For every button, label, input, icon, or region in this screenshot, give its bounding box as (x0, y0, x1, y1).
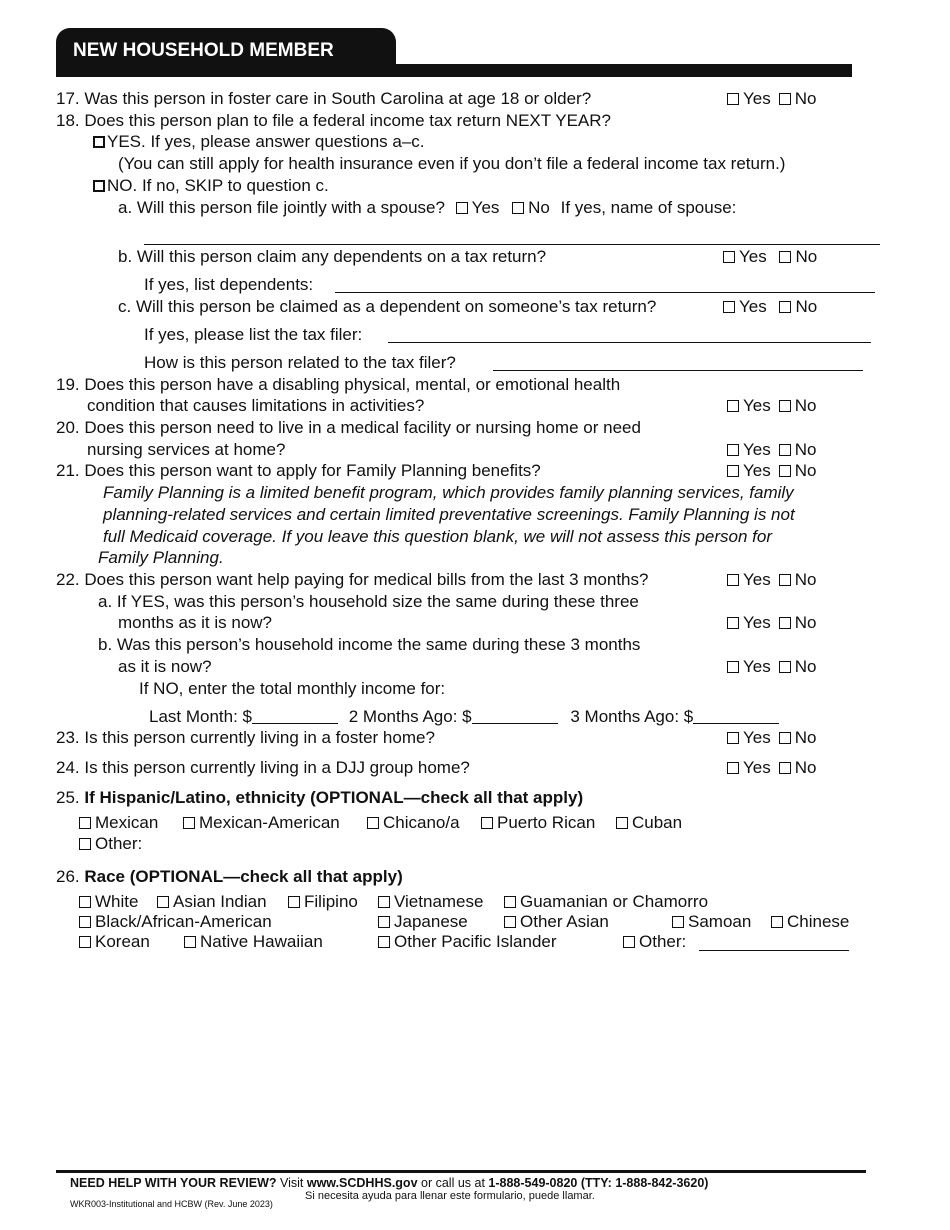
q26-option-asian-indian[interactable] (157, 892, 267, 912)
header-rule (56, 64, 852, 77)
q25-option-puerto-rican[interactable] (481, 813, 595, 833)
no-label: No (794, 89, 817, 108)
checkbox[interactable] (367, 817, 379, 829)
q22-options (727, 570, 816, 590)
option-label: Cuban (632, 813, 683, 832)
q18c-yes-checkbox[interactable] (723, 301, 735, 313)
two-months-field[interactable] (472, 709, 558, 724)
yes-label: Yes (743, 728, 771, 747)
q25-heading (56, 788, 583, 808)
yes-label: Yes (743, 396, 771, 415)
q18a-text: a. Will this person file jointly with a spouse? (118, 198, 445, 217)
q22b-options (727, 657, 816, 677)
q21-note-line2: planning-related services and certain limited preventative screenings. Family Planning is not (103, 505, 795, 524)
dependents-field[interactable] (335, 292, 875, 293)
checkbox[interactable] (623, 936, 635, 948)
q22-no-checkbox[interactable] (779, 574, 791, 586)
q25-option-other[interactable] (79, 834, 142, 854)
q22a-line2: months as it is now? (118, 613, 273, 632)
q20-yes-checkbox[interactable] (727, 444, 739, 456)
q18-yes-label: YES. If yes, please answer questions a–c. (107, 132, 425, 151)
option-label: Filipino (304, 892, 358, 911)
q19-yes-checkbox[interactable] (727, 400, 739, 412)
option-label: Puerto Rican (497, 813, 596, 832)
checkbox[interactable] (79, 838, 91, 850)
q18b-options (723, 247, 817, 267)
checkbox[interactable] (79, 916, 91, 928)
q18a-yes-checkbox[interactable] (456, 202, 468, 214)
q26-option-other-pacific[interactable] (378, 932, 557, 952)
spanish-help-line: Si necesita ayuda para llenar este formulario, puede llamar. (305, 1190, 595, 1202)
spouse-name-field[interactable] (144, 244, 880, 245)
yes-label: Yes (471, 198, 500, 217)
yes-label: Yes (743, 461, 771, 480)
q25-title: If Hispanic/Latino, ethnicity (OPTIONAL—check all that apply) (84, 788, 584, 807)
q18c-options (723, 297, 817, 317)
q26-option-white[interactable] (79, 892, 138, 912)
q18-yes-checkbox[interactable] (93, 136, 105, 148)
checkbox[interactable] (288, 896, 300, 908)
section-title: NEW HOUSEHOLD MEMBER (56, 28, 396, 68)
q20-line2: nursing services at home? (87, 440, 286, 459)
q18-yes-note: (You can still apply for health insurance even if you don’t file a federal income tax return.) (118, 154, 786, 173)
race-other-field[interactable] (699, 950, 849, 951)
q18-no-row (93, 176, 329, 196)
q18-no-checkbox[interactable] (93, 180, 105, 192)
q24-no-checkbox[interactable] (779, 762, 791, 774)
phone-number: 1-888-549-0820 (TTY: 1-888-842-3620) (488, 1176, 709, 1190)
q21-note-line1: Family Planning is a limited benefit program, which provides family planning services, family (103, 483, 794, 502)
q18b-list-label: If yes, list dependents: (144, 275, 314, 294)
q17-no-checkbox[interactable] (779, 93, 791, 105)
checkbox[interactable] (157, 896, 169, 908)
no-label: No (794, 613, 817, 632)
q18c-no-checkbox[interactable] (779, 301, 791, 313)
q20-no-checkbox[interactable] (779, 444, 791, 456)
q21-no-checkbox[interactable] (779, 465, 791, 477)
checkbox[interactable] (378, 916, 390, 928)
q26-number: 26. (56, 867, 80, 886)
q18c-related-label: How is this person related to the tax filer? (144, 353, 456, 372)
q22-text: 22. Does this person want help paying for medical bills from the last 3 months? (56, 570, 649, 589)
checkbox[interactable] (184, 936, 196, 948)
q23-options (727, 728, 816, 748)
q22a-options (727, 613, 816, 633)
no-label: No (794, 440, 817, 459)
option-label: Black/African-American (95, 912, 272, 931)
q22-if-no: If NO, enter the total monthly income for: (139, 679, 446, 698)
no-label: No (794, 657, 817, 676)
q18b-no-checkbox[interactable] (779, 251, 791, 263)
no-label: No (528, 198, 550, 217)
no-label: No (795, 297, 818, 316)
yes-label: Yes (743, 570, 771, 589)
q22b-yes-checkbox[interactable] (727, 661, 739, 673)
q19-options (727, 396, 816, 416)
tax-filer-field[interactable] (388, 342, 871, 343)
option-label: Other: (95, 834, 143, 853)
q26-option-other[interactable] (623, 932, 686, 952)
q26-option-filipino[interactable] (288, 892, 358, 912)
q17-text: 17. Was this person in foster care in South Carolina at age 18 or older? (56, 89, 592, 108)
checkbox[interactable] (79, 936, 91, 948)
no-label: No (794, 461, 817, 480)
q26-option-samoan[interactable] (672, 912, 751, 932)
q22-yes-checkbox[interactable] (727, 574, 739, 586)
q18a-spouse-label: If yes, name of spouse: (560, 198, 737, 217)
q18a-row (118, 198, 736, 218)
q18-yes-row (93, 132, 425, 152)
q26-heading (56, 867, 403, 887)
help-visit-text: Visit (276, 1176, 307, 1190)
q24-yes-checkbox[interactable] (727, 762, 739, 774)
checkbox[interactable] (481, 817, 493, 829)
q18c-filer-label: If yes, please list the tax filer: (144, 325, 363, 344)
yes-label: Yes (743, 613, 771, 632)
checkbox[interactable] (79, 817, 91, 829)
option-label: Samoan (688, 912, 752, 931)
q23-no-checkbox[interactable] (779, 732, 791, 744)
yes-label: Yes (739, 297, 767, 316)
q18a-no-checkbox[interactable] (512, 202, 524, 214)
checkbox[interactable] (504, 896, 516, 908)
no-label: No (795, 247, 818, 266)
help-line (70, 1176, 708, 1190)
form-number: WKR003-Institutional and HCBW (Rev. June 2023) (70, 1199, 273, 1209)
help-heading: NEED HELP WITH YOUR REVIEW? (70, 1176, 277, 1190)
option-label: Other: (639, 932, 687, 951)
q26-option-vietnamese[interactable] (378, 892, 483, 912)
no-label: No (794, 396, 817, 415)
website-link[interactable]: www.SCDHHS.gov (306, 1176, 418, 1190)
option-label: Guamanian or Chamorro (520, 892, 709, 911)
checkbox[interactable] (616, 817, 628, 829)
option-label: Japanese (394, 912, 468, 931)
q17-options (727, 89, 816, 109)
last-month-field[interactable] (252, 709, 338, 724)
no-label: No (794, 728, 817, 747)
q19-no-checkbox[interactable] (779, 400, 791, 412)
three-months-field[interactable] (693, 709, 779, 724)
two-months-label: 2 Months Ago: $ (348, 707, 472, 726)
q21-options (727, 461, 816, 481)
q22a-no-checkbox[interactable] (779, 617, 791, 629)
q25-option-cuban[interactable] (616, 813, 682, 833)
q23-yes-checkbox[interactable] (727, 732, 739, 744)
checkbox[interactable] (504, 916, 516, 928)
q18b-text: b. Will this person claim any dependents on a tax return? (118, 247, 547, 266)
checkbox[interactable] (771, 916, 783, 928)
q22b-line1: b. Was this person’s household income the same during these 3 months (98, 635, 641, 654)
checkbox[interactable] (378, 936, 390, 948)
q26-option-guamanian[interactable] (504, 892, 708, 912)
option-label: Vietnamese (394, 892, 484, 911)
q19-line1: 19. Does this person have a disabling physical, mental, or emotional health (56, 375, 621, 394)
q18c-text: c. Will this person be claimed as a dependent on someone’s tax return? (118, 297, 657, 316)
q26-option-japanese[interactable] (378, 912, 468, 932)
option-label: Other Asian (520, 912, 609, 931)
yes-label: Yes (743, 758, 771, 777)
q24-options (727, 758, 816, 778)
q22b-line2: as it is now? (118, 657, 212, 676)
q25-option-mexican[interactable] (79, 813, 158, 833)
option-label: Other Pacific Islander (394, 932, 557, 951)
q17-yes-checkbox[interactable] (727, 93, 739, 105)
last-month-label: Last Month: $ (149, 707, 253, 726)
relation-field[interactable] (493, 370, 863, 371)
q22a-line1: a. If YES, was this person’s household size the same during these three (98, 592, 639, 611)
q24-text: 24. Is this person currently living in a DJJ group home? (56, 758, 470, 777)
no-label: No (794, 570, 817, 589)
q22a-yes-checkbox[interactable] (727, 617, 739, 629)
option-label: Mexican (95, 813, 159, 832)
q25-option-chicano[interactable] (367, 813, 460, 833)
q26-title: Race (OPTIONAL—check all that apply) (84, 867, 403, 886)
checkbox[interactable] (672, 916, 684, 928)
q18-no-label: NO. If no, SKIP to question c. (107, 176, 329, 195)
help-call-text: or call us at (417, 1176, 489, 1190)
option-label: White (95, 892, 139, 911)
q21-text: 21. Does this person want to apply for Family Planning benefits? (56, 461, 541, 480)
q21-yes-checkbox[interactable] (727, 465, 739, 477)
checkbox[interactable] (183, 817, 195, 829)
q26-option-native-hawaiian[interactable] (184, 932, 323, 952)
q23-text: 23. Is this person currently living in a foster home? (56, 728, 435, 747)
option-label: Chicano/a (383, 813, 460, 832)
q25-number: 25. (56, 788, 80, 807)
q25-option-mexican-american[interactable] (183, 813, 340, 833)
q21-note-line3: full Medicaid coverage. If you leave this question blank, we will not assess this person for (103, 527, 773, 546)
q19-line2: condition that causes limitations in activities? (87, 396, 425, 415)
q26-option-black[interactable] (79, 912, 272, 932)
q26-option-korean[interactable] (79, 932, 150, 952)
q21-note-line4: Family Planning. (98, 548, 224, 567)
option-label: Native Hawaiian (200, 932, 323, 951)
three-months-label: 3 Months Ago: $ (570, 707, 694, 726)
q26-option-other-asian[interactable] (504, 912, 609, 932)
q20-options (727, 440, 816, 460)
yes-label: Yes (743, 89, 771, 108)
option-label: Chinese (787, 912, 850, 931)
yes-label: Yes (739, 247, 767, 266)
option-label: Asian Indian (173, 892, 267, 911)
q18b-yes-checkbox[interactable] (723, 251, 735, 263)
q20-line1: 20. Does this person need to live in a medical facility or nursing home or need (56, 418, 641, 437)
option-label: Mexican-American (199, 813, 340, 832)
checkbox[interactable] (378, 896, 390, 908)
footer-rule (56, 1170, 866, 1173)
yes-label: Yes (743, 657, 771, 676)
no-label: No (794, 758, 817, 777)
q22b-no-checkbox[interactable] (779, 661, 791, 673)
income-row (149, 707, 779, 727)
option-label: Korean (95, 932, 150, 951)
q26-option-chinese[interactable] (771, 912, 849, 932)
q18-text: 18. Does this person plan to file a federal income tax return NEXT YEAR? (56, 111, 611, 130)
yes-label: Yes (743, 440, 771, 459)
checkbox[interactable] (79, 896, 91, 908)
